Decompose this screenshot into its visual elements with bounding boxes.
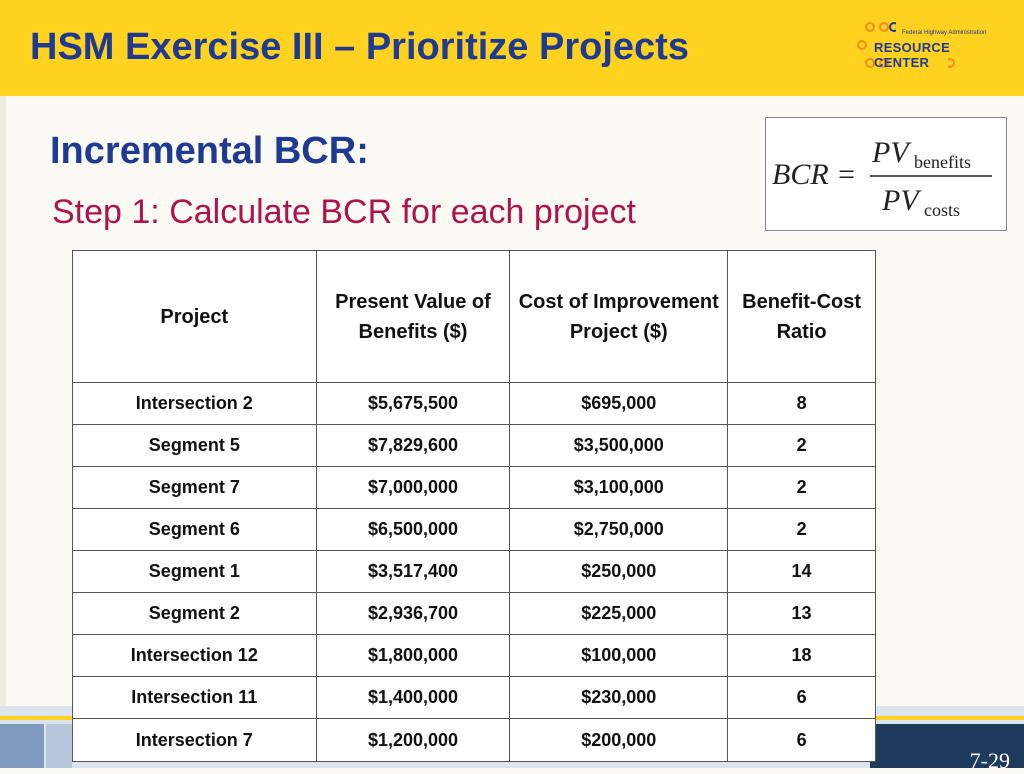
- table-row: [73, 635, 876, 677]
- table-row: [73, 383, 876, 425]
- formula-lhs: BCR =: [772, 158, 857, 191]
- cell-pv: $3,517,400: [316, 551, 510, 593]
- table-row: [73, 677, 876, 719]
- cell-pv: $5,675,500: [316, 383, 510, 425]
- bcr-formula: [765, 117, 1007, 231]
- slide-number: 7-29: [969, 748, 1010, 773]
- footer-block: [0, 724, 44, 768]
- table-row: [73, 425, 876, 467]
- cell-bcr: 2: [728, 509, 876, 551]
- cell-cost: $2,750,000: [510, 509, 728, 551]
- header-project: Project: [73, 251, 317, 383]
- cell-cost: $3,500,000: [510, 425, 728, 467]
- cell-project: Segment 2: [73, 593, 317, 635]
- cell-bcr: 2: [728, 425, 876, 467]
- cell-cost: $695,000: [510, 383, 728, 425]
- formula-numerator-sub: benefits: [914, 152, 971, 172]
- bcr-table: [72, 250, 876, 762]
- cell-project: Intersection 2: [73, 383, 317, 425]
- step-text: Step 1: Calculate BCR for each project: [52, 193, 636, 231]
- cell-bcr: 13: [728, 593, 876, 635]
- cell-bcr: 2: [728, 467, 876, 509]
- table-header-row: [73, 251, 876, 383]
- cell-bcr: 14: [728, 551, 876, 593]
- header-pv-benefits: Present Value of Benefits ($): [316, 251, 510, 383]
- cell-pv: $1,800,000: [316, 635, 510, 677]
- cell-project: Intersection 12: [73, 635, 317, 677]
- formula-denominator-sub: costs: [924, 200, 960, 220]
- slide-title: HSM Exercise III – Prioritize Projects: [30, 26, 689, 68]
- table-row: [73, 719, 876, 762]
- section-heading: Incremental BCR:: [50, 130, 369, 172]
- logo-text: RESOURCE CENTER: [874, 40, 951, 70]
- formula-denominator: PV: [882, 184, 919, 217]
- cell-pv: $1,400,000: [316, 677, 510, 719]
- bcr-formula-graphic: [766, 118, 1008, 232]
- cell-project: Segment 7: [73, 467, 317, 509]
- logo-subtitle: Federal Highway Administration: [902, 30, 987, 36]
- footer-navy-block: [870, 724, 1024, 773]
- cell-bcr: 6: [728, 719, 876, 762]
- cell-cost: $225,000: [510, 593, 728, 635]
- cell-project: Intersection 7: [73, 719, 317, 762]
- cell-bcr: 8: [728, 383, 876, 425]
- cell-pv: $2,936,700: [316, 593, 510, 635]
- cell-project: Intersection 11: [73, 677, 317, 719]
- cell-cost: $230,000: [510, 677, 728, 719]
- cell-cost: $250,000: [510, 551, 728, 593]
- cell-project: Segment 5: [73, 425, 317, 467]
- formula-numerator: PV: [872, 136, 909, 169]
- cell-pv: $7,829,600: [316, 425, 510, 467]
- table-row: [73, 551, 876, 593]
- cell-cost: $200,000: [510, 719, 728, 762]
- resource-center-logo: [856, 18, 1008, 74]
- cell-project: Segment 1: [73, 551, 317, 593]
- header-bar: [0, 0, 1024, 96]
- table-row: [73, 593, 876, 635]
- cell-bcr: 18: [728, 635, 876, 677]
- footer-block: [46, 724, 72, 768]
- table-row: [73, 467, 876, 509]
- cell-pv: $7,000,000: [316, 467, 510, 509]
- cell-bcr: 6: [728, 677, 876, 719]
- cell-pv: $6,500,000: [316, 509, 510, 551]
- header-cost: Cost of Improvement Project ($): [510, 251, 728, 383]
- table-row: [73, 509, 876, 551]
- cell-cost: $3,100,000: [510, 467, 728, 509]
- cell-pv: $1,200,000: [316, 719, 510, 762]
- cell-cost: $100,000: [510, 635, 728, 677]
- header-bcr: Benefit-Cost Ratio: [728, 251, 876, 383]
- cell-project: Segment 6: [73, 509, 317, 551]
